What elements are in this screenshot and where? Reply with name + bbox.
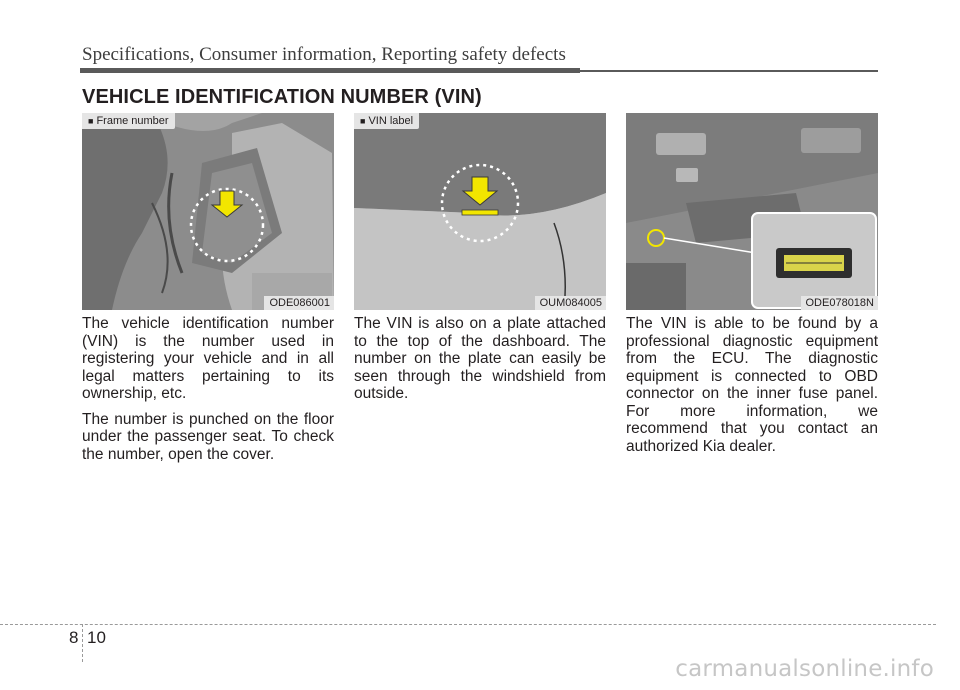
figure-vin-label: [354, 113, 606, 310]
section-heading: VEHICLE IDENTIFICATION NUMBER (VIN): [82, 86, 482, 108]
frame-number-illustration: [82, 113, 334, 310]
vin-label-illustration: [354, 113, 606, 310]
obd-connector-illustration: [626, 113, 878, 310]
figure-label-vin-label: ■ VIN label: [354, 113, 419, 129]
paragraph: The VIN is able to be found by a professional diagnostic equipment from the ECU. The diagnostic equipment is connected to OBD connector on the inner fuse panel. For more information, we recommend that you contact an authorized Kia dealer.: [626, 315, 878, 455]
figure-frame-number: [82, 113, 334, 310]
square-bullet-icon: ■: [88, 116, 94, 126]
column-1-text: [82, 315, 334, 471]
figure-obd-connector: [626, 113, 878, 310]
header-rule-thin: [580, 70, 878, 72]
footer-dashed-divider: [82, 624, 83, 662]
paragraph: The VIN is also on a plate attached to the top of the dashboard. The number on the plate can easily be seen through the windshield from outside.: [354, 315, 606, 402]
paragraph: The number is punched on the floor under the passenger seat. To check the number, open the cover.: [82, 410, 334, 463]
column-3-text: [626, 315, 878, 463]
header-rule-thick: [80, 68, 580, 73]
page-header-title: Specifications, Consumer information, Reporting safety defects: [82, 44, 566, 65]
figure-label-frame-number: ■ Frame number: [82, 113, 175, 129]
footer-dashed-rule: [0, 624, 936, 625]
figure-code: ODE086001: [264, 296, 334, 310]
figure-code: OUM084005: [535, 296, 606, 310]
figure-code: ODE078018N: [801, 296, 879, 310]
column-2-text: [354, 315, 606, 411]
square-bullet-icon: ■: [360, 116, 366, 126]
page-number: 10: [87, 628, 106, 647]
watermark: carmanualsonline.info: [675, 656, 934, 682]
paragraph: The vehicle identification number (VIN) is the number used in registering your vehicle and in all legal matters pertaining to its ownership, etc.: [82, 315, 334, 402]
chapter-number: 8: [69, 628, 79, 647]
